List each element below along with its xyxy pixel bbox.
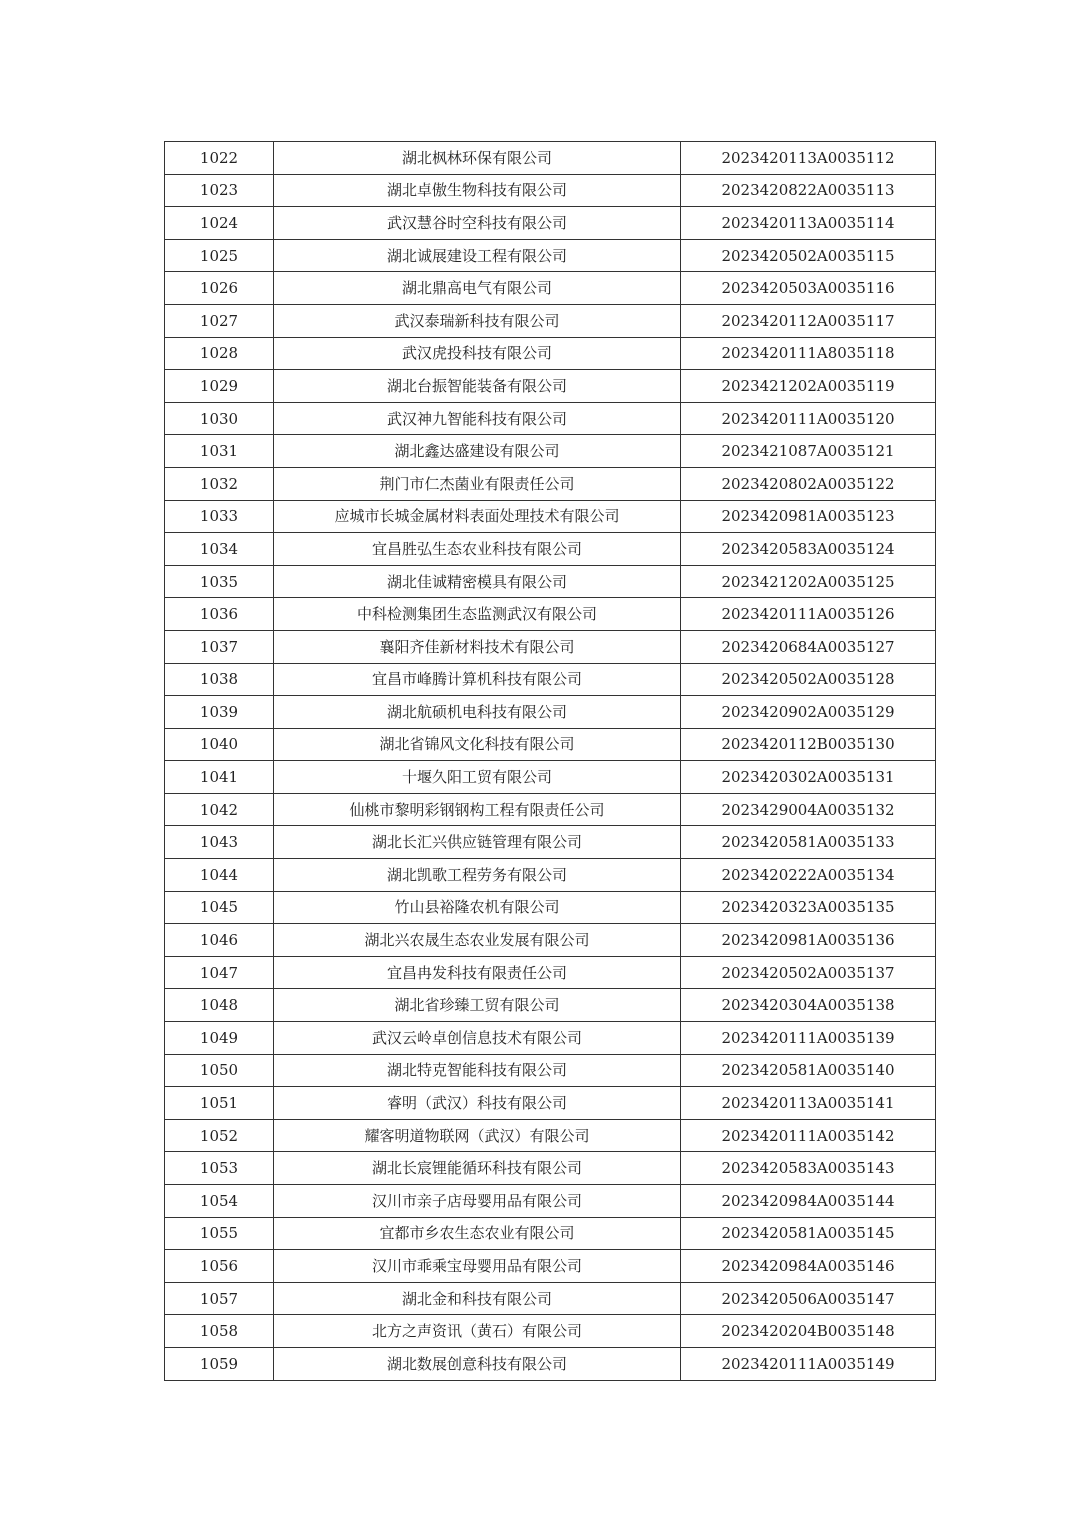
company-name-cell: 湖北台振智能装备有限公司 [274, 370, 681, 403]
row-number-cell: 1046 [165, 924, 274, 957]
registration-code-cell: 2023421202A0035119 [681, 370, 936, 403]
company-name-cell: 宜都市乡农生态农业有限公司 [274, 1217, 681, 1250]
registration-code-cell: 2023420684A0035127 [681, 630, 936, 663]
table-row [165, 533, 936, 566]
table-row [165, 989, 936, 1022]
company-name-cell: 武汉云岭卓创信息技术有限公司 [274, 1022, 681, 1055]
row-number-cell: 1033 [165, 500, 274, 533]
company-name-cell: 应城市长城金属材料表面处理技术有限公司 [274, 500, 681, 533]
row-number-cell: 1027 [165, 304, 274, 337]
table-row [165, 272, 936, 305]
table-row [165, 924, 936, 957]
registration-code-cell: 2023420581A0035145 [681, 1217, 936, 1250]
company-name-cell: 荆门市仁杰菌业有限责任公司 [274, 467, 681, 500]
table-row [165, 826, 936, 859]
registration-code-cell: 2023429004A0035132 [681, 793, 936, 826]
company-name-cell: 中科检测集团生态监测武汉有限公司 [274, 598, 681, 631]
company-name-cell: 湖北数展创意科技有限公司 [274, 1347, 681, 1380]
registration-code-cell: 2023420902A0035129 [681, 696, 936, 729]
row-number-cell: 1056 [165, 1250, 274, 1283]
company-name-cell: 湖北卓傲生物科技有限公司 [274, 174, 681, 207]
row-number-cell: 1045 [165, 891, 274, 924]
row-number-cell: 1058 [165, 1315, 274, 1348]
table-row [165, 1347, 936, 1380]
table-row [165, 1054, 936, 1087]
row-number-cell: 1055 [165, 1217, 274, 1250]
row-number-cell: 1047 [165, 956, 274, 989]
company-name-cell: 竹山县裕隆农机有限公司 [274, 891, 681, 924]
row-number-cell: 1028 [165, 337, 274, 370]
table-row [165, 728, 936, 761]
registration-code-cell: 2023420111A8035118 [681, 337, 936, 370]
company-name-cell: 北方之声资讯（黄石）有限公司 [274, 1315, 681, 1348]
company-name-cell: 湖北长汇兴供应链管理有限公司 [274, 826, 681, 859]
row-number-cell: 1043 [165, 826, 274, 859]
registration-code-cell: 2023420111A0035142 [681, 1119, 936, 1152]
row-number-cell: 1024 [165, 207, 274, 240]
company-name-cell: 宜昌胜弘生态农业科技有限公司 [274, 533, 681, 566]
registration-code-cell: 2023420113A0035114 [681, 207, 936, 240]
company-name-cell: 十堰久阳工贸有限公司 [274, 761, 681, 794]
registration-code-cell: 2023420802A0035122 [681, 467, 936, 500]
row-number-cell: 1054 [165, 1185, 274, 1218]
row-number-cell: 1023 [165, 174, 274, 207]
registration-code-cell: 2023420822A0035113 [681, 174, 936, 207]
table-row [165, 891, 936, 924]
table-row [165, 696, 936, 729]
company-name-cell: 武汉慧谷时空科技有限公司 [274, 207, 681, 240]
table-row [165, 663, 936, 696]
company-name-cell: 湖北金和科技有限公司 [274, 1282, 681, 1315]
table-row [165, 859, 936, 892]
row-number-cell: 1022 [165, 142, 274, 175]
company-name-cell: 宜昌市峰腾计算机科技有限公司 [274, 663, 681, 696]
company-name-cell: 湖北兴农晟生态农业发展有限公司 [274, 924, 681, 957]
table-row [165, 761, 936, 794]
table-row [165, 1119, 936, 1152]
company-name-cell: 武汉泰瑞新科技有限公司 [274, 304, 681, 337]
table-row [165, 402, 936, 435]
registration-code-cell: 2023420304A0035138 [681, 989, 936, 1022]
row-number-cell: 1051 [165, 1087, 274, 1120]
company-name-cell: 襄阳齐佳新材料技术有限公司 [274, 630, 681, 663]
company-name-cell: 湖北省珍臻工贸有限公司 [274, 989, 681, 1022]
company-name-cell: 湖北诚展建设工程有限公司 [274, 239, 681, 272]
table-row [165, 500, 936, 533]
table-row [165, 239, 936, 272]
table-row [165, 1282, 936, 1315]
company-name-cell: 湖北枫林环保有限公司 [274, 142, 681, 175]
company-name-cell: 耀客明道物联网（武汉）有限公司 [274, 1119, 681, 1152]
row-number-cell: 1053 [165, 1152, 274, 1185]
registration-code-cell: 2023420503A0035116 [681, 272, 936, 305]
table-row [165, 370, 936, 403]
company-name-cell: 汉川市乖乘宝母婴用品有限公司 [274, 1250, 681, 1283]
row-number-cell: 1057 [165, 1282, 274, 1315]
table-row [165, 793, 936, 826]
company-name-cell: 湖北凯歌工程劳务有限公司 [274, 859, 681, 892]
registration-code-cell: 2023420323A0035135 [681, 891, 936, 924]
company-name-cell: 武汉虎投科技有限公司 [274, 337, 681, 370]
table-row [165, 1185, 936, 1218]
company-name-cell: 宜昌冉发科技有限责任公司 [274, 956, 681, 989]
company-name-cell: 武汉神九智能科技有限公司 [274, 402, 681, 435]
registration-code-cell: 2023420583A0035143 [681, 1152, 936, 1185]
row-number-cell: 1044 [165, 859, 274, 892]
table-row [165, 337, 936, 370]
row-number-cell: 1040 [165, 728, 274, 761]
registration-code-cell: 2023420222A0035134 [681, 859, 936, 892]
row-number-cell: 1059 [165, 1347, 274, 1380]
row-number-cell: 1050 [165, 1054, 274, 1087]
company-name-cell: 湖北特克智能科技有限公司 [274, 1054, 681, 1087]
company-name-cell: 仙桃市黎明彩钢钢构工程有限责任公司 [274, 793, 681, 826]
registration-code-cell: 2023420113A0035141 [681, 1087, 936, 1120]
company-name-cell: 湖北鑫达盛建设有限公司 [274, 435, 681, 468]
table-row [165, 435, 936, 468]
row-number-cell: 1042 [165, 793, 274, 826]
row-number-cell: 1036 [165, 598, 274, 631]
registration-code-cell: 2023420583A0035124 [681, 533, 936, 566]
row-number-cell: 1029 [165, 370, 274, 403]
registration-code-cell: 2023420113A0035112 [681, 142, 936, 175]
registration-code-cell: 2023420502A0035128 [681, 663, 936, 696]
row-number-cell: 1052 [165, 1119, 274, 1152]
registration-code-cell: 2023420111A0035120 [681, 402, 936, 435]
registration-code-cell: 2023420502A0035115 [681, 239, 936, 272]
table-row [165, 630, 936, 663]
row-number-cell: 1031 [165, 435, 274, 468]
row-number-cell: 1038 [165, 663, 274, 696]
company-registry-table [164, 141, 936, 1381]
company-name-cell: 湖北佳诚精密模具有限公司 [274, 565, 681, 598]
table-row [165, 304, 936, 337]
row-number-cell: 1030 [165, 402, 274, 435]
registration-code-cell: 2023420984A0035144 [681, 1185, 936, 1218]
registration-code-cell: 2023420981A0035136 [681, 924, 936, 957]
registry-table-body [165, 142, 936, 1381]
registration-code-cell: 2023420581A0035133 [681, 826, 936, 859]
company-name-cell: 湖北航硕机电科技有限公司 [274, 696, 681, 729]
registration-code-cell: 2023420302A0035131 [681, 761, 936, 794]
registration-code-cell: 2023421202A0035125 [681, 565, 936, 598]
row-number-cell: 1041 [165, 761, 274, 794]
registration-code-cell: 2023420111A0035139 [681, 1022, 936, 1055]
company-name-cell: 湖北省锦风文化科技有限公司 [274, 728, 681, 761]
company-name-cell: 汉川市亲子店母婴用品有限公司 [274, 1185, 681, 1218]
table-row [165, 598, 936, 631]
row-number-cell: 1048 [165, 989, 274, 1022]
company-name-cell: 睿明（武汉）科技有限公司 [274, 1087, 681, 1120]
registration-code-cell: 2023421087A0035121 [681, 435, 936, 468]
table-row [165, 1250, 936, 1283]
row-number-cell: 1034 [165, 533, 274, 566]
table-row [165, 174, 936, 207]
company-name-cell: 湖北长宸锂能循环科技有限公司 [274, 1152, 681, 1185]
registration-code-cell: 2023420111A0035149 [681, 1347, 936, 1380]
company-name-cell: 湖北鼎高电气有限公司 [274, 272, 681, 305]
table-row [165, 956, 936, 989]
registration-code-cell: 2023420111A0035126 [681, 598, 936, 631]
registration-code-cell: 2023420981A0035123 [681, 500, 936, 533]
table-row [165, 142, 936, 175]
row-number-cell: 1035 [165, 565, 274, 598]
registration-code-cell: 2023420204B0035148 [681, 1315, 936, 1348]
row-number-cell: 1026 [165, 272, 274, 305]
row-number-cell: 1032 [165, 467, 274, 500]
table-row [165, 467, 936, 500]
registration-code-cell: 2023420112A0035117 [681, 304, 936, 337]
table-row [165, 1087, 936, 1120]
registration-code-cell: 2023420984A0035146 [681, 1250, 936, 1283]
registration-code-cell: 2023420502A0035137 [681, 956, 936, 989]
table-row [165, 565, 936, 598]
row-number-cell: 1037 [165, 630, 274, 663]
table-row [165, 1315, 936, 1348]
registration-code-cell: 2023420506A0035147 [681, 1282, 936, 1315]
table-row [165, 207, 936, 240]
table-row [165, 1022, 936, 1055]
registration-code-cell: 2023420112B0035130 [681, 728, 936, 761]
table-row [165, 1152, 936, 1185]
row-number-cell: 1049 [165, 1022, 274, 1055]
table-row [165, 1217, 936, 1250]
row-number-cell: 1039 [165, 696, 274, 729]
registration-code-cell: 2023420581A0035140 [681, 1054, 936, 1087]
row-number-cell: 1025 [165, 239, 274, 272]
